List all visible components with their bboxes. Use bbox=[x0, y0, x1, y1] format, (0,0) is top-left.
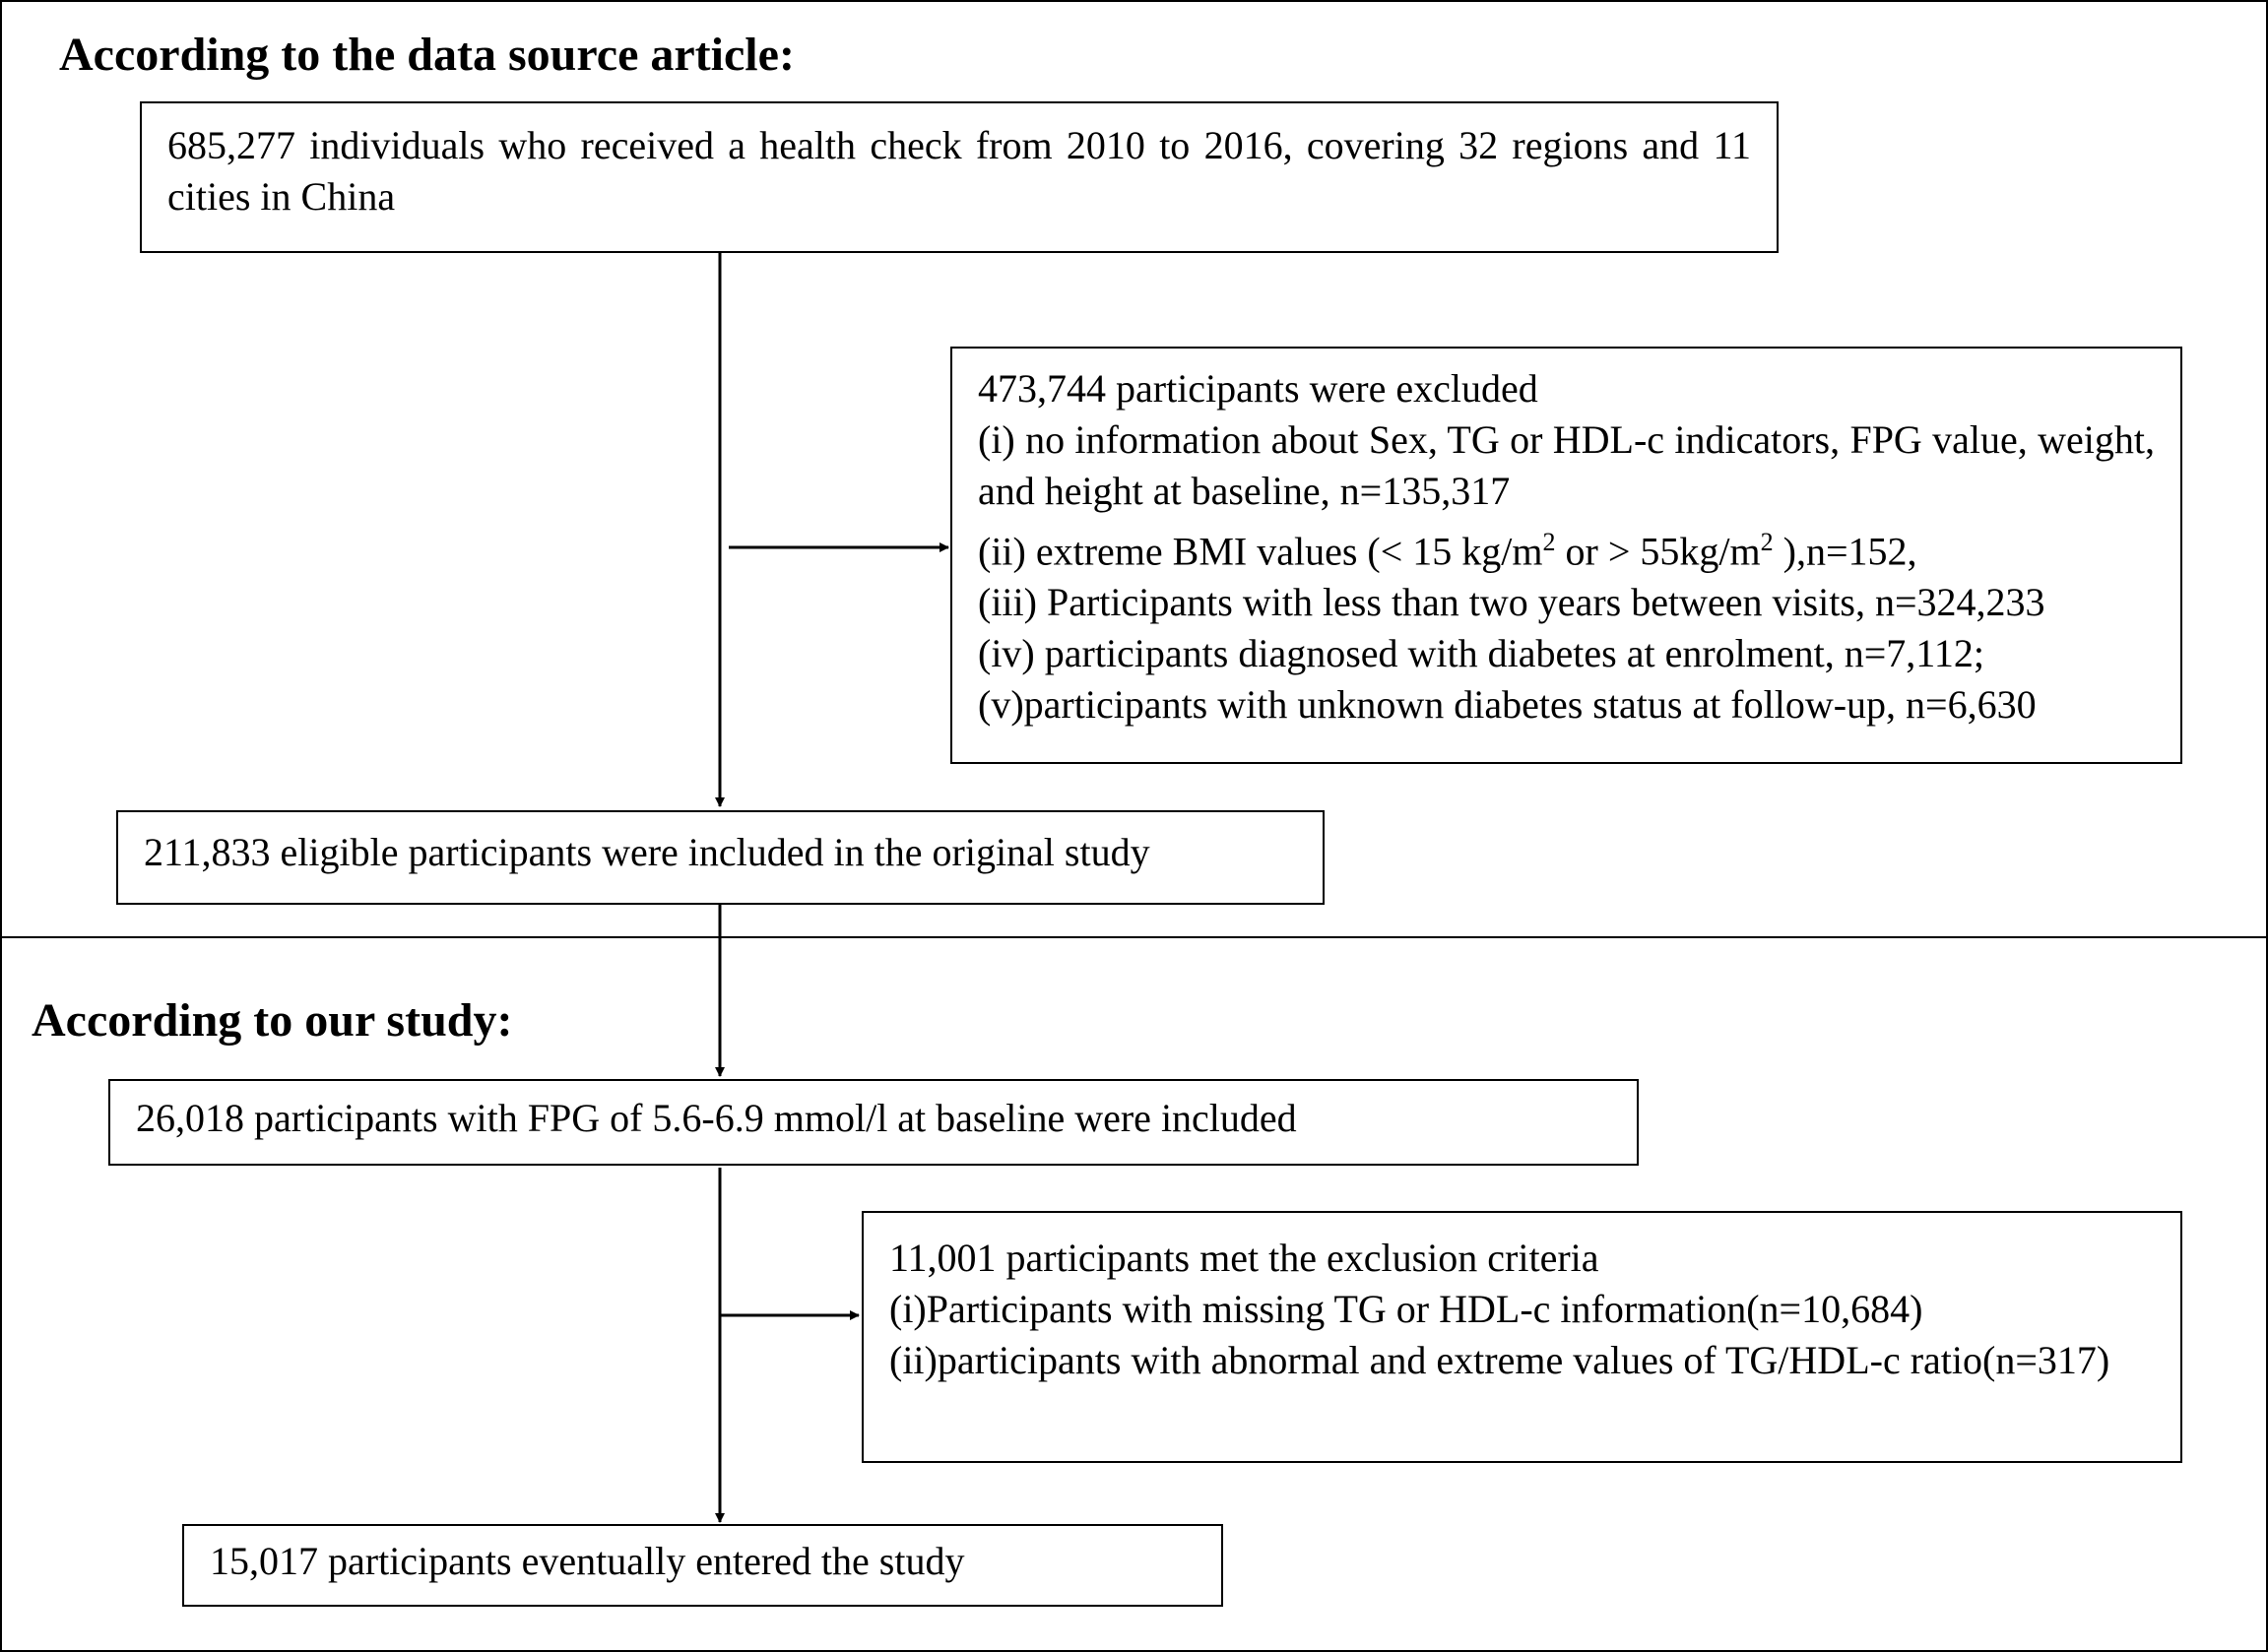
superscript-2: 2 bbox=[1760, 528, 1774, 556]
initial-population-box bbox=[140, 101, 1779, 253]
superscript-2: 2 bbox=[1542, 528, 1556, 556]
original-study-included-text: 211,833 eligible participants were included in the original study bbox=[144, 830, 1150, 874]
source-exclusion-item-3: (iii) Participants with less than two years between visits, n=324,233 bbox=[978, 580, 2045, 625]
study-exclusion-item-1: (i)Participants with missing TG or HDL-c information(n=10,684) bbox=[889, 1287, 1923, 1331]
study-exclusion-box bbox=[862, 1211, 2182, 1463]
source-exclusion-item-1: (i) no information about Sex, TG or HDL-c indicators, FPG value, weight, and height at baseline, n=135,317 bbox=[978, 417, 2155, 513]
initial-population-text: 685,277 individuals who received a health check from 2010 to 2016, covering 32 regions and 11 cities in China bbox=[167, 123, 1751, 219]
source-exclusion-item-2: (ii) extreme BMI values (< 15 $kg/m^2$ or > $55kg/m^2$ ),n=152, bbox=[978, 528, 1917, 574]
final-cohort-box bbox=[182, 1524, 1223, 1607]
study-exclusion-title: 11,001 participants met the exclusion criteria bbox=[889, 1236, 1599, 1280]
source-section-heading: According to the data source article: bbox=[59, 29, 795, 81]
study-exclusion-item-2: (ii)participants with abnormal and extreme values of TG/HDL-c ratio(n=317) bbox=[889, 1338, 2110, 1382]
original-study-included-box bbox=[116, 810, 1325, 905]
source-exclusion-box bbox=[950, 347, 2182, 764]
baseline-included-box bbox=[108, 1079, 1639, 1166]
baseline-included-text: 26,018 participants with FPG of 5.6-6.9 mmol/l at baseline were included bbox=[136, 1096, 1297, 1140]
source-exclusion-item-4: (iv) participants diagnosed with diabetes at enrolment, n=7,112; bbox=[978, 631, 1984, 676]
study-section-heading: According to our study: bbox=[32, 994, 513, 1047]
source-exclusion-title: 473,744 participants were excluded bbox=[978, 366, 1538, 411]
source-exclusion-item-5: (v)participants with unknown diabetes status at follow-up, n=6,630 bbox=[978, 682, 2037, 728]
final-cohort-text: 15,017 participants eventually entered the study bbox=[210, 1539, 965, 1583]
